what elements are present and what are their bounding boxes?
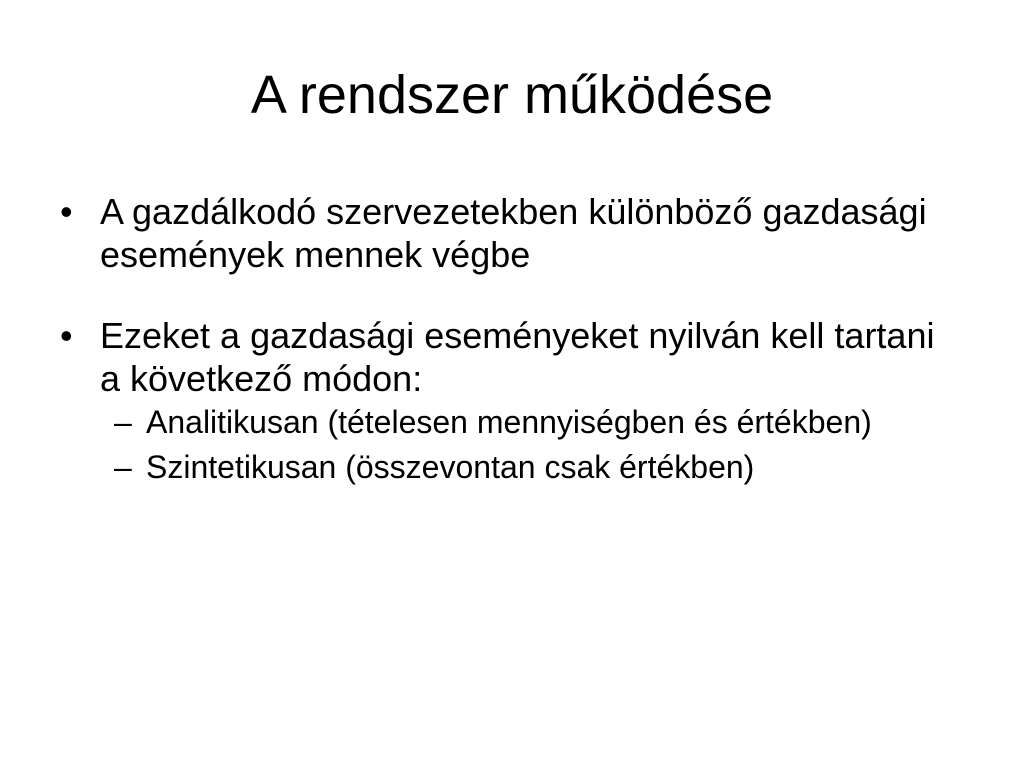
- bullet-item: [60, 190, 960, 276]
- sub-item: [100, 403, 960, 442]
- bullet-item: [60, 314, 960, 487]
- sub-item-text: Szintetikusan (összevontan csak értékben): [146, 449, 755, 485]
- bullet-text: Ezeket a gazdasági eseményeket nyilván kell tartani a következő módon:: [100, 315, 935, 399]
- bullet-icon: •: [60, 191, 73, 232]
- sub-list: [100, 403, 960, 487]
- sub-item-text: Analitikusan (tételesen mennyiségben és értékben): [146, 404, 872, 440]
- dash-icon: –: [114, 404, 132, 440]
- sub-item: [100, 448, 960, 487]
- dash-icon: –: [114, 449, 132, 485]
- bullet-icon: •: [60, 315, 73, 356]
- slide-title: A rendszer működése: [250, 65, 774, 125]
- bullet-text: A gazdálkodó szervezetekben különböző gazdasági események mennek végbe: [100, 191, 927, 275]
- slide-body: [60, 190, 960, 487]
